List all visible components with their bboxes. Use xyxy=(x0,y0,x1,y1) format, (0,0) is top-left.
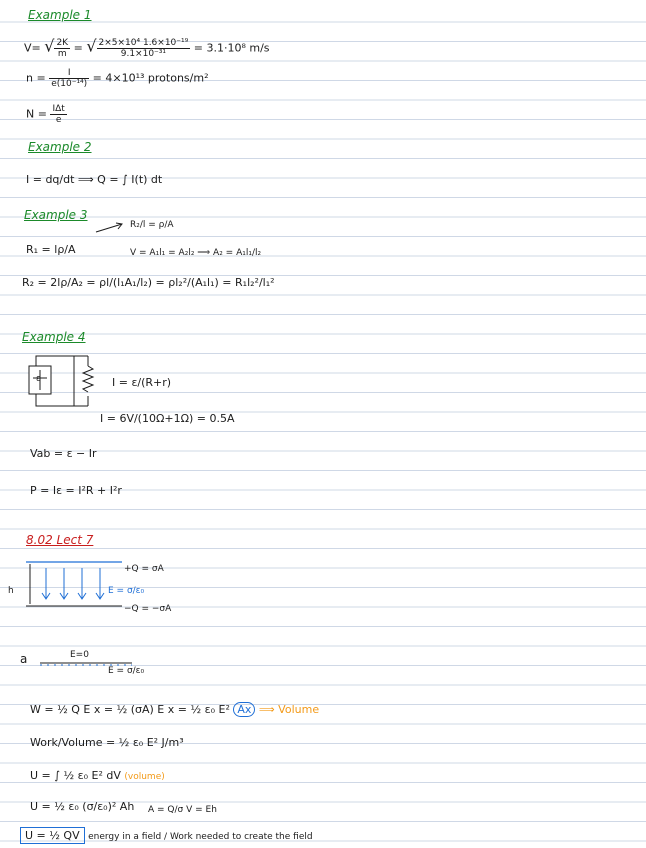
fraction: $\frac{I}{\text{e(10⁻¹⁴)}}$ xyxy=(51,68,88,89)
example-4-heading: Example 4 xyxy=(22,330,86,344)
eq-text: n = xyxy=(26,71,46,85)
bottom-plate-label: −Q = −σA xyxy=(124,604,172,614)
field-label: E = σ/ε₀ xyxy=(108,586,145,596)
energy-description: energy in a field / Work needed to create the field xyxy=(88,832,313,842)
example-1-heading: Example 1 xyxy=(28,8,92,22)
fraction: $\frac{\text{2×5×10⁴ 1.6×10⁻¹⁹}}{\text{9.1×10⁻³¹}}$ xyxy=(98,38,189,59)
example-2-heading: Example 2 xyxy=(28,140,92,154)
eq-text: = ½ ε₀ E² xyxy=(177,703,230,716)
work-eq xyxy=(30,703,319,717)
example-1-eq-velocity: V= √ $\frac{2K}{m}$ = √ $\frac{\text{2×5×10⁴ 1.6×10⁻¹⁹}}{\text{9.1×10⁻³¹}}$ = 3.1·10⁸ m/s xyxy=(24,36,270,59)
eq-text: = xyxy=(73,41,83,55)
example-3-eq2: R₂ = 2lρ/A₂ = ρl/(l₁A₁/l₂) = ρl₂²/(A₁l₁) = R₁l₂²/l₁² xyxy=(22,276,275,289)
fraction: $\frac{2K}{m}$ xyxy=(56,38,69,59)
top-plate-label: +Q = σA xyxy=(124,564,164,574)
example-4-eq3: Vab = ε − Ir xyxy=(30,447,97,460)
eq-text: = 3.1·10⁸ m/s xyxy=(193,41,270,55)
eq-text: N = xyxy=(26,107,47,121)
eq-text: V= xyxy=(24,41,41,55)
volume-circle: Ax xyxy=(233,702,255,717)
energy-integral-eq xyxy=(30,769,165,784)
example-1-eq-density xyxy=(26,68,208,89)
plate-e-zero-label: E=0 xyxy=(70,650,89,660)
battery-label: ε xyxy=(36,374,41,384)
eq-text: = 4×10¹³ protons/m² xyxy=(92,71,209,85)
height-label: h xyxy=(8,586,14,596)
example-3-note: R₂/l = ρ/A xyxy=(130,220,174,230)
example-4-eq4: P = Iε = I²R + I²r xyxy=(30,484,122,497)
a-label: a xyxy=(20,652,28,666)
final-energy-eq xyxy=(20,829,313,844)
example-4-eq2: I = 6V/(10Ω+1Ω) = 0.5A xyxy=(100,412,235,425)
volume-note: (volume) xyxy=(124,772,165,782)
example-4-eq1: I = ε/(R+r) xyxy=(112,376,172,389)
energy-density-eq: Work/Volume = ½ ε₀ E² J/m³ xyxy=(30,736,184,749)
energy-capacitor-eq: U = ½ ε₀ (σ/ε₀)² Ah xyxy=(30,800,135,813)
lecture-heading: 8.02 Lect 7 xyxy=(26,533,94,547)
fraction: $\frac{\text{IΔt}}{e}$ xyxy=(52,104,65,125)
example-3-eq1: R₁ = lρ/A xyxy=(26,243,76,256)
eq-text: W = ½ Q E x = ½ (σA) E x xyxy=(30,703,175,716)
field2-label: E = σ/ε₀ xyxy=(108,666,145,676)
arrow-icon xyxy=(96,222,126,234)
example-2-eq: I = dq/dt ⟹ Q = ∫ I(t) dt xyxy=(26,173,163,186)
boxed-result: U = ½ QV xyxy=(20,827,85,844)
eq-text: U = ∫ ½ ε₀ E² dV xyxy=(30,769,121,782)
example-3-heading: Example 3 xyxy=(24,208,88,222)
example-1-eq-count xyxy=(26,104,67,125)
volume-annotation: ⟹ Volume xyxy=(258,703,320,716)
relations-eq: A = Q/σ V = Eh xyxy=(148,805,217,815)
example-3-eq1b: V = A₁l₁ = A₂l₂ ⟹ A₂ = A₁l₁/l₂ xyxy=(130,248,262,258)
